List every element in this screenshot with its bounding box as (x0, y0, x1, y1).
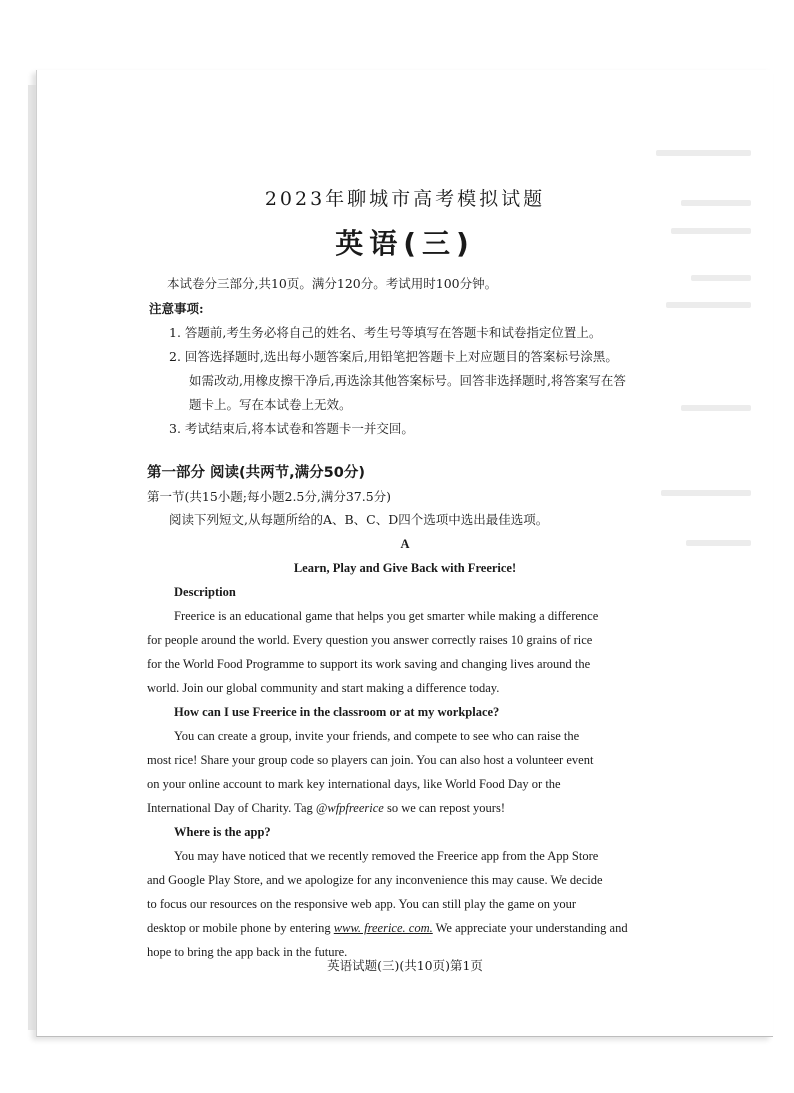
bleed-through-mark (666, 302, 751, 308)
question-heading: Where is the app? (174, 825, 271, 839)
bleed-through-mark (656, 150, 751, 156)
passage-letter: A (400, 537, 410, 551)
reading-instruction: 阅读下列短文,从每题所给的A、B、C、D四个选项中选出最佳选项。 (169, 512, 549, 527)
subject-title: 英语(三) (335, 227, 475, 260)
paragraph-text: so we can repost yours! (383, 801, 505, 815)
page-footer: 英语试题(三)(共10页)第1页 (327, 958, 483, 973)
paragraph-line: on your online account to mark key international days, like World Food Day or the (147, 777, 561, 791)
exam-title: 2023年聊城市高考模拟试题 (264, 188, 546, 210)
paragraph-line: world. Join our global community and start making a difference today. (147, 681, 500, 695)
part1-heading: 第一部分 阅读(共两节,满分50分) (147, 465, 365, 481)
note-item: 题卡上。写在本试卷上无效。 (189, 397, 352, 412)
question-heading: How can I use Freerice in the classroom or at my workplace? (174, 705, 500, 719)
exam-info: 本试卷分三部分,共10页。满分120分。考试用时100分钟。 (167, 276, 498, 291)
bleed-through-mark (691, 275, 751, 281)
paragraph-line: for the World Food Programme to support its work saving and changing lives around the (147, 657, 591, 671)
paragraph-line: most rice! Share your group code so players can join. You can also host a volunteer event (147, 753, 594, 767)
website-link: www. freerice. com. (333, 921, 433, 935)
note-item: 2. 回答选择题时,选出每小题答案后,用铅笔把答题卡上对应题目的答案标号涂黑。 (169, 349, 618, 364)
paragraph-line (147, 802, 505, 815)
paragraph-line: for people around the world. Every question you answer correctly raises 10 grains of rice (147, 633, 593, 647)
note-item: 如需改动,用橡皮擦干净后,再选涂其他答案标号。回答非选择题时,将答案写在答 (189, 373, 626, 388)
paragraph-line: hope to bring the app back in the future. (147, 945, 348, 959)
paragraph-line: You can create a group, invite your friends, and compete to see who can raise the (174, 729, 580, 743)
description-heading: Description (174, 585, 236, 599)
section1-heading: 第一节(共15小题;每小题2.5分,满分37.5分) (147, 489, 392, 504)
notes-heading: 注意事项: (149, 301, 204, 316)
note-item: 1. 答题前,考生务必将自己的姓名、考生号等填写在答题卡和试卷指定位置上。 (169, 325, 602, 340)
bleed-through-mark (681, 405, 751, 411)
paragraph-text: International Day of Charity. Tag (147, 801, 316, 815)
paragraph-text: We appreciate your understanding and (432, 921, 628, 935)
bleed-through-mark (661, 490, 751, 496)
social-tag: @wfpfreerice (315, 801, 384, 815)
exam-page (36, 70, 773, 1037)
paragraph-line: to focus our resources on the responsive web app. You can still play the game on your (147, 897, 577, 911)
paragraph-line: and Google Play Store, and we apologize for any inconvenience this may cause. We decide (147, 873, 603, 887)
paragraph-text: desktop or mobile phone by entering (147, 921, 334, 935)
paragraph-line (147, 922, 628, 935)
passage-title: Learn, Play and Give Back with Freerice! (293, 561, 517, 575)
note-item: 3. 考试结束后,将本试卷和答题卡一并交回。 (169, 421, 414, 436)
paragraph-line: Freerice is an educational game that helps you get smarter while making a difference (174, 609, 599, 623)
paragraph-line: You may have noticed that we recently removed the Freerice app from the App Store (174, 849, 599, 863)
